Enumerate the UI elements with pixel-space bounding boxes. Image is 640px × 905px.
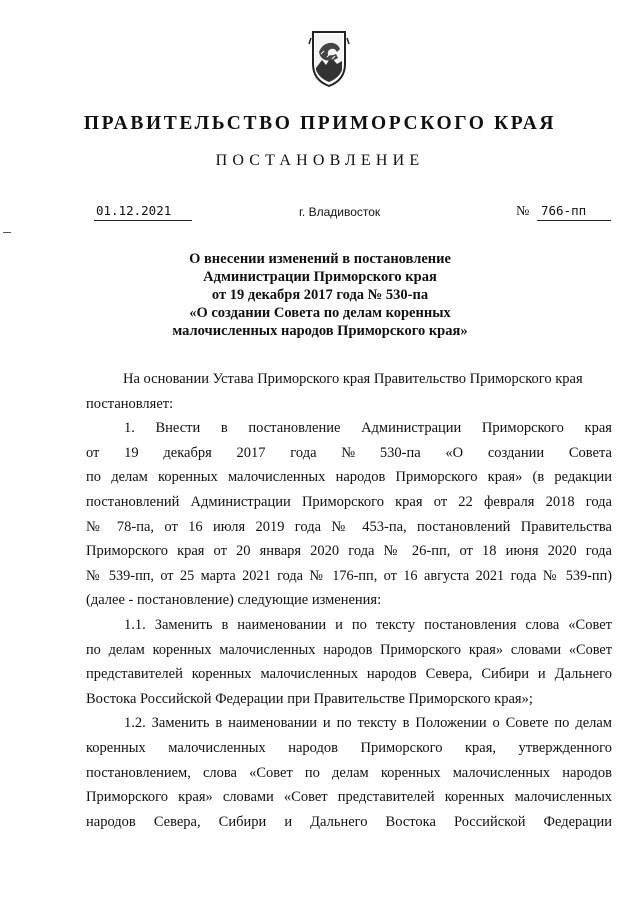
body-line: № 78-па, от 16 июля 2019 года № 453-па, постановлений Правительства	[86, 518, 612, 535]
document-type: ПОСТАНОВЛЕНИЕ	[215, 152, 425, 169]
body-line: № 539-пп, от 25 марта 2021 года № 176-пп, от 16 августа 2021 года № 539-пп)	[86, 567, 612, 584]
word: Администрации	[361, 420, 462, 437]
body-line: На основании Устава Приморского края Правительство Приморского края	[123, 371, 583, 387]
word: от	[86, 444, 100, 461]
title-line: «О создании Совета по делам коренных	[189, 305, 451, 321]
body-line-justified	[86, 441, 612, 466]
body-line: по делам коренных малочисленных народов Приморского края» (в редакции	[86, 469, 612, 486]
body-line: представителей коренных малочисленных народов Севера, Сибири и Дальнего	[86, 666, 612, 683]
body-line: Востока Российской Федерации при Правительстве Приморского края»;	[86, 690, 533, 707]
word: постановление	[248, 420, 341, 437]
word: в	[220, 420, 228, 437]
word: Приморского	[481, 420, 564, 437]
body-line: коренных малочисленных народов Приморского края, утвержденного	[86, 739, 612, 756]
document-title	[90, 250, 550, 340]
title-line: О внесении изменений в постановление	[189, 251, 451, 267]
body-line: Приморского края от 20 января 2020 года № 26-пп, от 18 июня 2020 года	[86, 543, 612, 560]
document-number: 766-пп	[537, 204, 611, 221]
margin-mark	[3, 232, 11, 233]
government-name: ПРАВИТЕЛЬСТВО ПРИМОРСКОГО КРАЯ	[83, 113, 557, 134]
word: создании	[487, 444, 545, 461]
body-line: (далее - постановление) следующие изменения:	[86, 592, 382, 609]
body-line: постановлением, слова «Совет по делам коренных малочисленных народов	[86, 764, 612, 781]
word: 530-па	[379, 444, 421, 461]
body-line: 1.1. Заменить в наименовании и по тексту постановления слова «Совет	[124, 616, 612, 633]
word: Внести	[155, 420, 201, 437]
document-city: г. Владивосток	[299, 205, 381, 219]
title-line: Администрации Приморского края	[203, 269, 437, 285]
title-line: от 19 декабря 2017 года № 530-па	[211, 287, 429, 303]
word: края	[584, 420, 612, 437]
document-body	[86, 367, 612, 834]
coat-of-arms-emblem	[307, 30, 351, 88]
body-line-justified	[86, 416, 612, 441]
body-line: постановляет:	[86, 395, 174, 412]
word: 1.	[124, 420, 135, 437]
body-line: 1.2. Заменить в наименовании и по тексту в Положении о Совете по делам	[124, 715, 612, 732]
title-line: малочисленных народов Приморского края»	[172, 323, 468, 339]
document-date: 01.12.2021	[94, 204, 192, 221]
word: 2017	[236, 444, 266, 461]
word: «О	[445, 444, 464, 461]
body-line: постановлений Администрации Приморского края от 22 февраля 2018 года	[86, 493, 612, 510]
body-line: народов Севера, Сибири и Дальнего Востока Российской Федерации	[86, 813, 612, 830]
word: Совета	[568, 444, 612, 461]
number-sign: №	[516, 204, 530, 219]
word: №	[341, 444, 356, 461]
word: декабря	[163, 444, 212, 461]
body-line: Приморского края» словами «Совет представителей коренных малочисленных	[86, 789, 612, 806]
word: года	[290, 444, 317, 461]
word: 19	[124, 444, 139, 461]
body-line: по делам коренных малочисленных народов Приморского края» словами «Совет	[86, 641, 612, 658]
